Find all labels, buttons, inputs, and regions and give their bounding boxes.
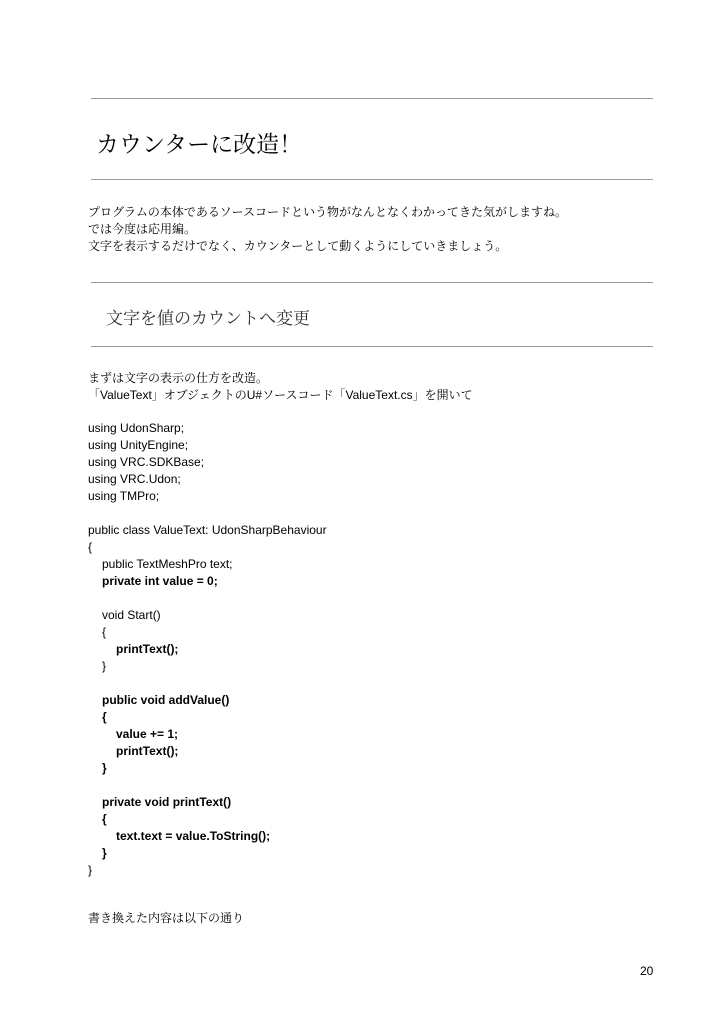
rule-under-title	[91, 179, 653, 180]
code-class-close-brace: }	[88, 863, 93, 877]
intro-line-1: プログラムの本体であるソースコードという物がなんとなくわかってきた気がしますね。	[88, 205, 568, 219]
code-addvalue-open-brace: {	[102, 710, 107, 724]
code-start-open-brace: {	[102, 625, 107, 639]
code-printtext-open-brace: {	[102, 812, 107, 826]
page-number: 20	[640, 964, 654, 978]
code-using-unityengine: using UnityEngine;	[88, 438, 189, 452]
code-addvalue-increment: value += 1;	[116, 727, 179, 741]
code-blank-line	[88, 505, 327, 522]
code-addvalue-print-call: printText();	[116, 744, 179, 758]
code-class-open-brace: {	[88, 540, 93, 554]
footer-text: 書き換えた内容は以下の通り	[88, 911, 245, 925]
rule-above-subtitle	[91, 282, 653, 283]
subsection-title: 文字を値のカウントへ変更	[106, 309, 310, 328]
code-field-text: public TextMeshPro text;	[102, 557, 233, 571]
code-using-udonsharp: using UdonSharp;	[88, 421, 185, 435]
intro-line-3: 文字を表示するだけでなく、カウンターとして動くようにしていきましょう。	[88, 239, 508, 253]
lead-line-1: まずは文字の表示の仕方を改造。	[88, 371, 269, 385]
code-addvalue-close-brace: }	[102, 761, 107, 775]
code-blank-line	[88, 675, 327, 692]
code-printtext-signature: private void printText()	[102, 795, 232, 809]
code-using-sdkbase: using VRC.SDKBase;	[88, 455, 205, 469]
code-field-value: private int value = 0;	[102, 574, 218, 588]
code-using-tmpro: using TMPro;	[88, 489, 160, 503]
lead-line-2: 「ValueText」オブジェクトのU#ソースコード「ValueText.cs」を開いて	[88, 388, 473, 402]
code-blank-line	[88, 590, 327, 607]
code-start-print-call: printText();	[116, 642, 179, 656]
code-addvalue-signature: public void addValue()	[102, 693, 230, 707]
code-printtext-close-brace: }	[102, 846, 107, 860]
rule-top	[91, 98, 653, 99]
code-class-declaration: public class ValueText: UdonSharpBehaviour	[88, 523, 327, 537]
code-printtext-assignment: text.text = value.ToString();	[116, 829, 271, 843]
code-start-close-brace: }	[102, 659, 107, 673]
rule-under-subtitle	[91, 346, 653, 347]
code-block	[88, 420, 327, 879]
code-using-udon: using VRC.Udon;	[88, 472, 181, 486]
code-start-signature: void Start()	[102, 608, 161, 622]
code-blank-line	[88, 777, 327, 794]
section-title: カウンターに改造！	[96, 131, 303, 157]
intro-line-2: では今度は応用編。	[88, 222, 197, 236]
